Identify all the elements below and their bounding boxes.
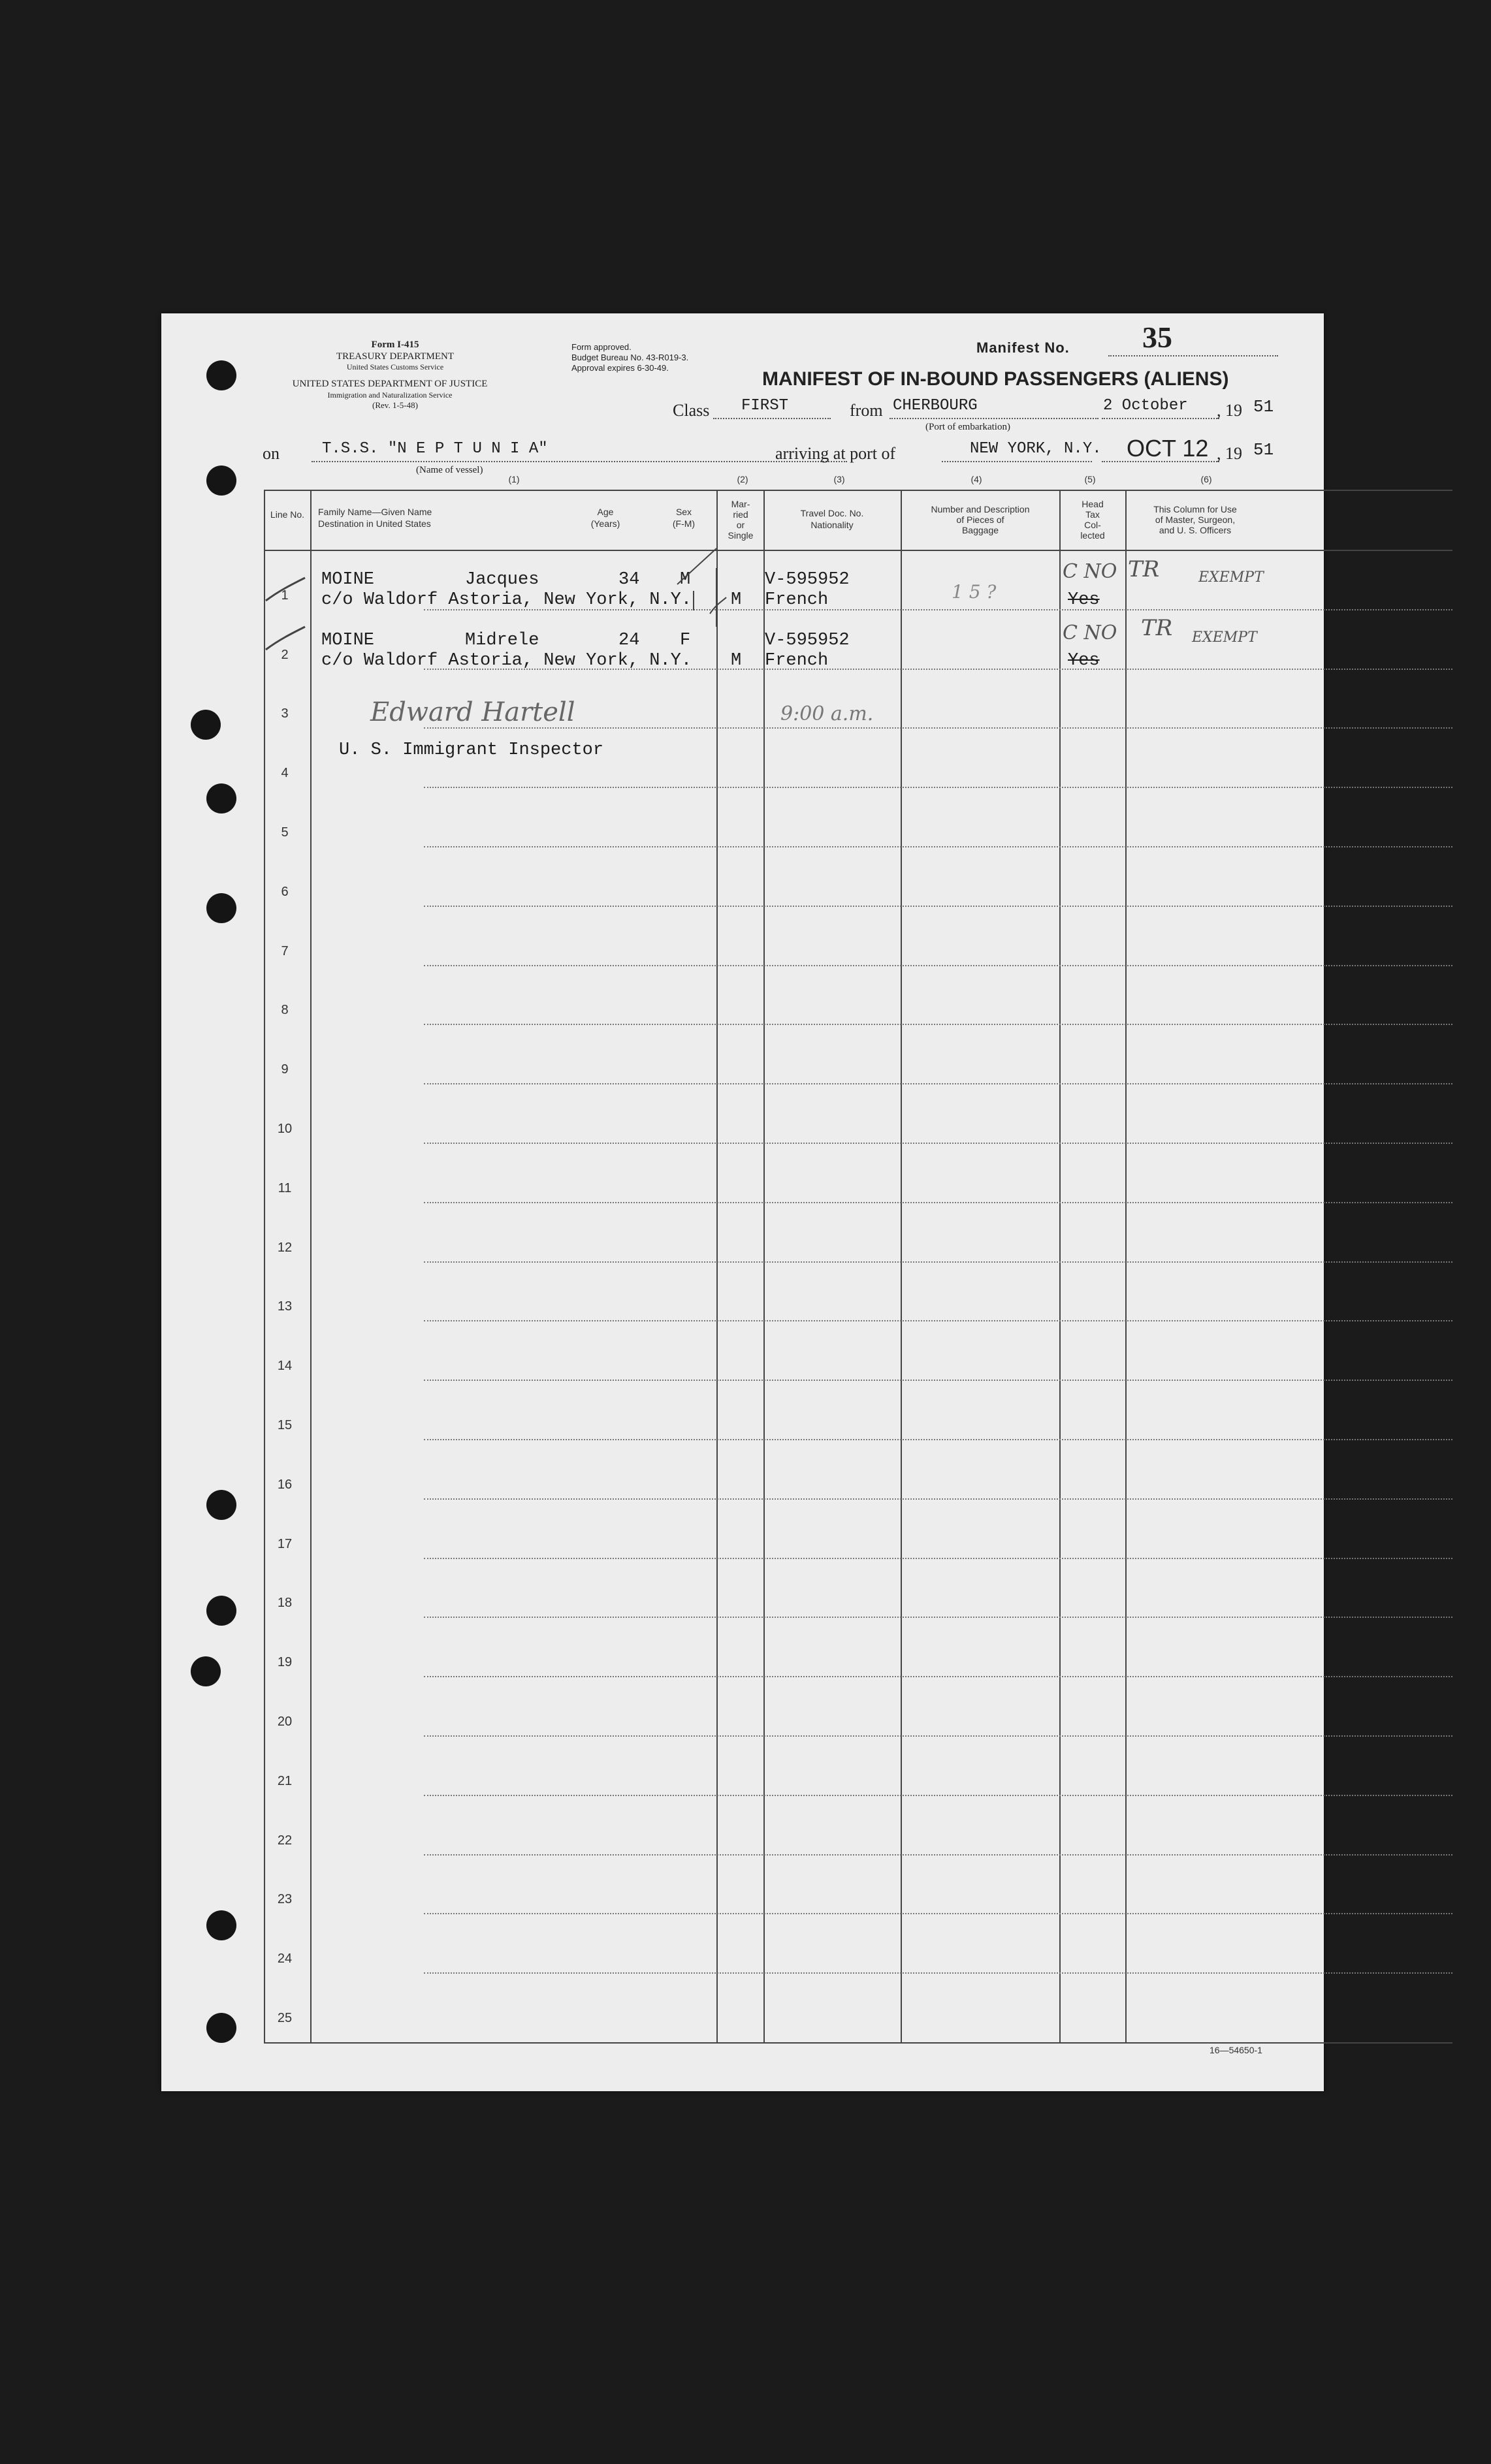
row-separator — [424, 727, 1452, 729]
line-number: 13 — [277, 1299, 293, 1314]
handwritten-check-marks — [259, 535, 880, 705]
year-prefix: , 19 — [1217, 444, 1242, 463]
header-officers: This Column for Use — [1153, 504, 1237, 514]
row-separator — [424, 1913, 1452, 1914]
line-number: 15 — [277, 1418, 293, 1432]
punch-hole — [206, 360, 236, 390]
punch-hole — [191, 710, 221, 740]
class-label: Class — [673, 401, 710, 420]
punch-hole — [206, 783, 236, 813]
row-separator — [424, 1143, 1452, 1144]
manifest-no: 35 — [1142, 321, 1172, 354]
line-number: 18 — [277, 1596, 293, 1610]
arriving-label: arriving at port of — [775, 444, 896, 463]
row-separator — [424, 1083, 1452, 1084]
passenger-age: 24 — [618, 631, 640, 650]
punch-hole — [206, 1490, 236, 1520]
punch-hole — [191, 1656, 221, 1686]
row-separator — [424, 1202, 1452, 1203]
inspector-signature: Edward Hartell — [370, 697, 575, 727]
row-separator — [424, 1498, 1452, 1500]
line-number: 2 — [281, 648, 289, 662]
head-tax-value: Yes — [1068, 651, 1100, 671]
passenger-sex: F — [680, 631, 691, 650]
row-separator — [424, 1617, 1452, 1618]
arrival-date-stamp: OCT 12 — [1127, 435, 1209, 462]
punch-hole — [206, 466, 236, 496]
passenger-travel-doc: V-595952 — [765, 570, 850, 590]
line-number: 21 — [277, 1774, 293, 1788]
customs-name: United States Customs Service — [346, 362, 444, 371]
header-baggage: Number and Description — [931, 504, 1030, 514]
revision: (Rev. 1-5-48) — [372, 400, 418, 410]
line-number: 4 — [281, 766, 289, 780]
passenger-destination: c/o Waldorf Astoria, New York, N.Y. — [321, 651, 692, 671]
manifest-no-label: Manifest No. — [976, 340, 1070, 356]
row-separator — [424, 846, 1452, 847]
header-married: ried — [733, 509, 748, 520]
passenger-family-name: MOINE — [321, 631, 375, 650]
line-number: 9 — [281, 1062, 289, 1077]
row-separator — [424, 1380, 1452, 1381]
header-baggage: Baggage — [961, 525, 999, 535]
line-number: 23 — [277, 1892, 293, 1906]
header-officers: of Master, Surgeon, — [1155, 514, 1236, 525]
header-officers: and U. S. Officers — [1159, 525, 1232, 535]
document-title: MANIFEST OF IN-BOUND PASSENGERS (ALIENS) — [762, 368, 1229, 390]
header-married: Single — [728, 530, 754, 541]
from-label: from — [850, 401, 883, 420]
vessel-caption: (Name of vessel) — [416, 465, 483, 475]
approval-line: Form approved. — [571, 342, 632, 352]
row-separator — [424, 1854, 1452, 1856]
header-married: or — [736, 520, 745, 530]
officer-note: TR — [1141, 615, 1173, 641]
header-sex-code: (F-M) — [672, 518, 696, 529]
head-tax-note: C NO — [1063, 622, 1117, 644]
approval-line: Approval expires 6-30-49. — [571, 363, 669, 373]
header-head-tax: lected — [1080, 530, 1105, 541]
line-number: 6 — [281, 885, 289, 899]
dept-name: TREASURY DEPARTMENT — [336, 351, 455, 362]
row-separator — [424, 787, 1452, 788]
justice-name: UNITED STATES DEPARTMENT OF JUSTICE — [292, 379, 488, 389]
header-married: Mar- — [731, 499, 750, 509]
line-number: 8 — [281, 1003, 289, 1017]
column-number: (4) — [970, 474, 982, 484]
port-embarkation-caption: (Port of embarkation) — [925, 422, 1010, 432]
manifest-sheet — [161, 313, 1324, 2091]
line-number: 16 — [277, 1477, 293, 1492]
arrival-port: NEW YORK, N.Y. — [970, 440, 1102, 458]
line-number: 17 — [277, 1537, 293, 1551]
class-value: FIRST — [741, 397, 789, 415]
passenger-sex: M — [680, 570, 691, 590]
vessel-name: T.S.S. "N E P T U N I A" — [322, 440, 548, 458]
column-number: (6) — [1200, 474, 1212, 484]
row-separator — [424, 1676, 1452, 1677]
column-number: (3) — [833, 474, 845, 484]
punch-hole — [206, 1596, 236, 1626]
line-number: 7 — [281, 944, 289, 958]
form-number: Form I-415 — [371, 340, 419, 350]
ins-name: Immigration and Naturalization Service — [327, 390, 453, 400]
punch-hole — [206, 2013, 236, 2043]
year-prefix: , 19 — [1217, 401, 1242, 420]
approval-line: Budget Bureau No. 43-R019-3. — [571, 353, 689, 362]
passenger-nationality: French — [765, 651, 829, 671]
officer-exempt: EXEMPT — [1198, 569, 1264, 586]
column-number: (5) — [1084, 474, 1096, 484]
passenger-given-name: Jacques — [465, 570, 539, 590]
line-number: 19 — [277, 1655, 293, 1669]
departure-date: 2 October — [1103, 397, 1188, 415]
line-number: 12 — [277, 1240, 293, 1255]
header-travel-doc: Travel Doc. No. — [800, 508, 864, 518]
row-separator — [424, 1558, 1452, 1559]
header-head-tax: Tax — [1085, 509, 1100, 520]
line-number: 25 — [277, 2011, 293, 2025]
row-separator — [424, 965, 1452, 966]
line-number: 11 — [278, 1181, 292, 1195]
row-separator — [424, 1261, 1452, 1263]
punch-hole — [206, 893, 236, 923]
arrival-year: 51 — [1253, 440, 1274, 460]
passenger-given-name: Midrele — [465, 631, 539, 650]
line-number: 22 — [277, 1833, 293, 1848]
header-nationality: Nationality — [810, 520, 854, 530]
punch-hole — [206, 1910, 236, 1940]
passenger-nationality: French — [765, 590, 829, 610]
line-number: 5 — [281, 825, 289, 840]
row-separator — [424, 1439, 1452, 1440]
inspector-title: U. S. Immigrant Inspector — [339, 740, 604, 760]
print-code: 16—54650-1 — [1210, 2045, 1262, 2055]
header-age: Age — [597, 507, 614, 517]
line-number: 10 — [277, 1122, 293, 1136]
line-number: 1 — [281, 588, 289, 603]
row-separator — [424, 1320, 1452, 1321]
head-tax-value: Yes — [1068, 590, 1100, 610]
head-tax-note: C NO — [1063, 560, 1117, 583]
row-separator — [424, 1735, 1452, 1737]
row-separator — [424, 1795, 1452, 1796]
header-age-unit: (Years) — [590, 518, 620, 529]
line-number: 20 — [277, 1714, 293, 1729]
header-head-tax: Head — [1082, 499, 1104, 509]
passenger-married: M — [731, 651, 742, 671]
officer-exempt: EXEMPT — [1192, 629, 1257, 646]
column-number: (1) — [508, 474, 520, 484]
passenger-age: 34 — [618, 570, 640, 590]
header-sex: Sex — [675, 507, 692, 517]
row-separator — [424, 1972, 1452, 1974]
line-number: 24 — [277, 1951, 293, 1966]
header-line-no: Line No. — [270, 509, 305, 520]
header-baggage: of Pieces of — [956, 514, 1004, 525]
passenger-family-name: MOINE — [321, 570, 375, 590]
column-number: (2) — [737, 474, 748, 484]
from-value: CHERBOURG — [893, 397, 978, 415]
line-number: 14 — [277, 1359, 293, 1373]
header-name: Family Name—Given Name — [318, 507, 432, 517]
header-destination: Destination in United States — [318, 518, 431, 529]
passenger-baggage: 1 5 ? — [952, 581, 997, 603]
passenger-destination: c/o Waldorf Astoria, New York, N.Y. — [321, 590, 692, 610]
officer-note: TR — [1128, 556, 1160, 582]
inspection-time: 9:00 a.m. — [780, 703, 874, 725]
line-number: 3 — [281, 706, 289, 721]
header-head-tax: Col- — [1084, 520, 1101, 530]
departure-year: 51 — [1253, 397, 1274, 417]
row-separator — [424, 906, 1452, 907]
passenger-travel-doc: V-595952 — [765, 631, 850, 650]
on-label: on — [263, 444, 280, 463]
row-separator — [424, 1024, 1452, 1025]
passenger-married: M — [731, 590, 742, 610]
